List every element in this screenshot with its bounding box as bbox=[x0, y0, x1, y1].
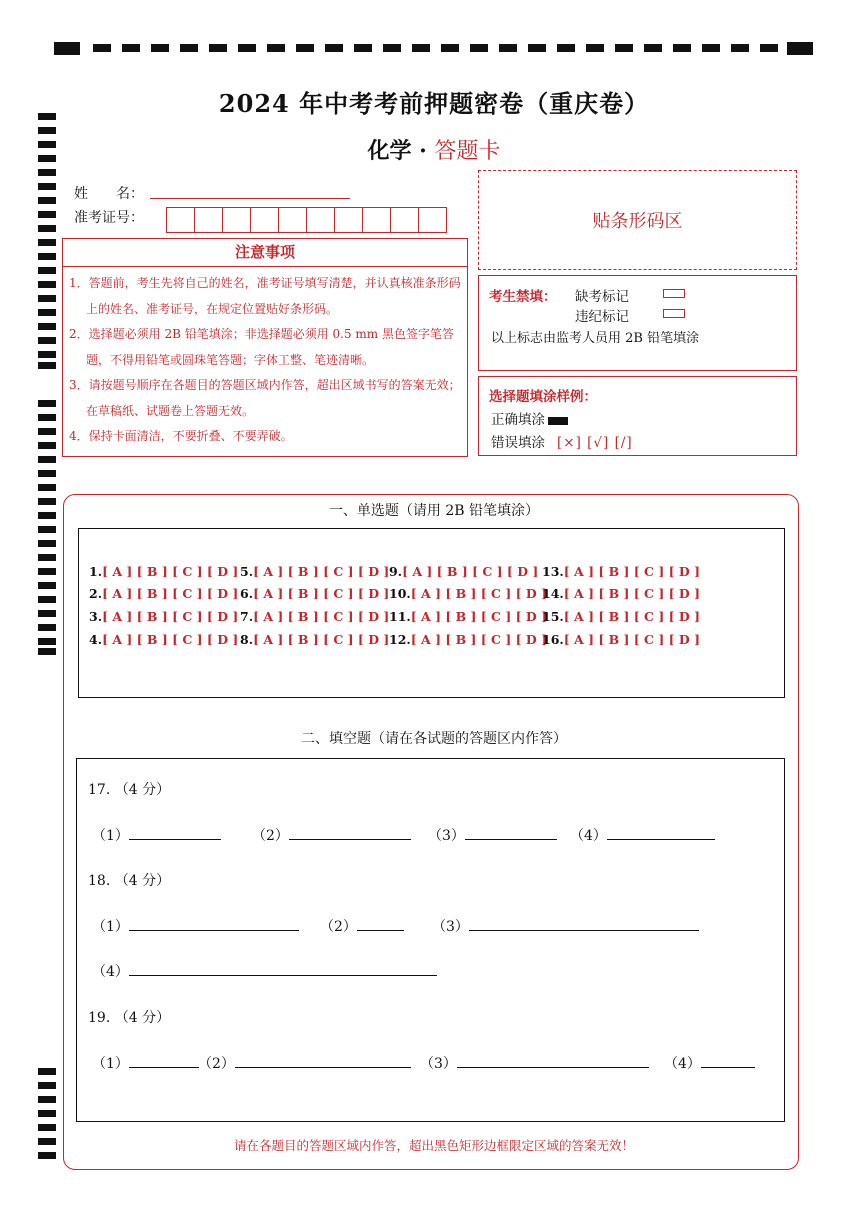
timing-mark bbox=[412, 44, 430, 52]
blank-number: （4） bbox=[664, 1056, 701, 1072]
name-label: 姓 名： bbox=[74, 186, 144, 202]
timing-mark bbox=[528, 44, 546, 52]
question-18-label: 18. （4 分） bbox=[88, 873, 171, 889]
section1-title: 一、单选题（请用 2B 铅笔填涂） bbox=[328, 503, 540, 519]
mc-options: [ A ] [ B ] [ C ] [ D ] bbox=[102, 632, 239, 647]
timing-mark bbox=[644, 44, 662, 52]
mc-number: 14. bbox=[542, 586, 564, 601]
mc-options: [ A ] [ B ] [ C ] [ D ] bbox=[410, 632, 547, 647]
mc-options: [ A ] [ B ] [ C ] [ D ] bbox=[402, 564, 539, 579]
timing-mark bbox=[38, 225, 56, 232]
blank-number: （1） bbox=[92, 828, 129, 844]
answer-line[interactable] bbox=[289, 826, 411, 840]
q18-blank-4[interactable] bbox=[92, 961, 437, 981]
correct-fill-example bbox=[548, 417, 568, 425]
timing-mark bbox=[38, 456, 56, 463]
mc-number: 6. bbox=[240, 586, 254, 601]
answer-line[interactable] bbox=[129, 826, 221, 840]
mc-question[interactable] bbox=[240, 564, 389, 579]
mc-options: [ A ] [ B ] [ C ] [ D ] bbox=[102, 586, 239, 601]
mc-options: [ A ] [ B ] [ C ] [ D ] bbox=[563, 586, 700, 601]
question-19-label: 19. （4 分） bbox=[88, 1010, 171, 1026]
mc-number: 16. bbox=[542, 632, 564, 647]
timing-mark bbox=[383, 44, 401, 52]
mc-question[interactable] bbox=[240, 586, 389, 601]
blank-number: （1） bbox=[92, 1056, 129, 1072]
q17-blank-4[interactable] bbox=[570, 825, 715, 845]
subtitle bbox=[0, 134, 868, 165]
timing-mark bbox=[93, 44, 111, 52]
blank-number: （2） bbox=[198, 1056, 235, 1072]
timing-mark bbox=[38, 197, 56, 204]
timing-mark bbox=[38, 337, 56, 344]
wrong-fill-label: 错误填涂 bbox=[491, 435, 545, 451]
timing-mark bbox=[38, 414, 56, 421]
section2-title: 二、填空题（请在各试题的答题区内作答） bbox=[301, 731, 567, 747]
timing-mark bbox=[38, 1082, 56, 1089]
q19-blank-1[interactable] bbox=[92, 1053, 199, 1073]
absent-mark-box[interactable] bbox=[663, 289, 685, 298]
timing-mark bbox=[151, 44, 169, 52]
timing-mark bbox=[38, 253, 56, 260]
timing-mark bbox=[54, 42, 80, 55]
timing-mark bbox=[38, 568, 56, 575]
id-digit-box[interactable] bbox=[194, 207, 223, 233]
mc-question[interactable] bbox=[389, 632, 547, 647]
mc-number: 15. bbox=[542, 609, 564, 624]
subject-label: 化学 bbox=[367, 138, 412, 164]
id-digit-box[interactable] bbox=[250, 207, 279, 233]
mc-options: [ A ] [ B ] [ C ] [ D ] bbox=[563, 609, 700, 624]
mc-options: [ A ] [ B ] [ C ] [ D ] bbox=[410, 586, 547, 601]
timing-mark bbox=[38, 362, 56, 369]
mc-question[interactable] bbox=[389, 586, 547, 601]
answer-line[interactable] bbox=[357, 917, 404, 931]
mc-number: 10. bbox=[389, 586, 411, 601]
blank-number: （3） bbox=[432, 919, 469, 935]
forbidden-label: 考生禁填： bbox=[489, 289, 557, 305]
notice-item: 4．保持卡面清洁，不要折叠、不要弄破。 bbox=[69, 429, 293, 443]
mc-question[interactable] bbox=[240, 609, 389, 624]
timing-mark bbox=[38, 428, 56, 435]
id-digit-box[interactable] bbox=[166, 207, 195, 233]
mc-number: 7. bbox=[240, 609, 254, 624]
timing-mark bbox=[499, 44, 517, 52]
page-title: 2024 年中考考前押题密卷（重庆卷） bbox=[218, 89, 650, 118]
timing-mark bbox=[38, 169, 56, 176]
timing-mark bbox=[209, 44, 227, 52]
mc-number: 9. bbox=[389, 564, 403, 579]
mc-options: [ A ] [ B ] [ C ] [ D ] bbox=[563, 564, 700, 579]
id-label: 准考证号： bbox=[74, 210, 144, 226]
id-digit-box[interactable] bbox=[306, 207, 335, 233]
timing-mark bbox=[615, 44, 633, 52]
timing-mark bbox=[180, 44, 198, 52]
answer-line[interactable] bbox=[129, 1054, 199, 1068]
answer-line[interactable] bbox=[469, 917, 699, 931]
mc-options: [ A ] [ B ] [ C ] [ D ] bbox=[253, 564, 390, 579]
answer-line[interactable] bbox=[701, 1054, 755, 1068]
timing-mark bbox=[38, 400, 56, 407]
wrong-fill-examples: [×] [√] [/] bbox=[557, 435, 633, 451]
examinee-forbidden-box bbox=[478, 275, 797, 371]
timing-mark bbox=[38, 484, 56, 491]
blank-number: （4） bbox=[92, 964, 129, 980]
notice-item: 2．选择题必须用 2B 铅笔填涂；非选择题必须用 0.5 mm 黑色签字笔答题，不得用铅笔或圆珠笔答题；字体工整、笔迹清晰。 bbox=[69, 327, 455, 367]
mc-options: [ A ] [ B ] [ C ] [ D ] bbox=[253, 632, 390, 647]
mc-number: 5. bbox=[240, 564, 254, 579]
timing-mark bbox=[38, 648, 56, 655]
id-digit-box[interactable] bbox=[362, 207, 391, 233]
timing-mark bbox=[38, 281, 56, 288]
mc-number: 12. bbox=[389, 632, 411, 647]
timing-mark bbox=[760, 44, 778, 52]
timing-mark bbox=[354, 44, 372, 52]
blank-number: （3） bbox=[420, 1056, 457, 1072]
mc-number: 3. bbox=[89, 609, 103, 624]
timing-mark bbox=[557, 44, 575, 52]
mc-question[interactable] bbox=[89, 586, 238, 601]
timing-mark bbox=[38, 470, 56, 477]
notice-list bbox=[63, 267, 467, 450]
timing-mark bbox=[38, 295, 56, 302]
timing-mark bbox=[38, 1096, 56, 1103]
timing-mark bbox=[38, 540, 56, 547]
mc-options: [ A ] [ B ] [ C ] [ D ] bbox=[253, 609, 390, 624]
mc-question[interactable] bbox=[389, 564, 538, 579]
mc-question[interactable] bbox=[542, 564, 700, 579]
timing-mark bbox=[38, 127, 56, 134]
absent-mark-label: 缺考标记 bbox=[575, 289, 629, 305]
notice-item: 1．答题前，考生先将自己的姓名，准考证号填写清楚，并认真核准条形码上的姓名、准考证号，在规定位置贴好条形码。 bbox=[69, 276, 461, 316]
timing-mark bbox=[586, 44, 604, 52]
timing-mark bbox=[702, 44, 720, 52]
mc-question[interactable] bbox=[89, 632, 238, 647]
timing-mark bbox=[38, 638, 56, 645]
mc-options: [ A ] [ B ] [ C ] [ D ] bbox=[102, 609, 239, 624]
timing-mark bbox=[325, 44, 343, 52]
timing-mark bbox=[267, 44, 285, 52]
mc-options: [ A ] [ B ] [ C ] [ D ] bbox=[563, 632, 700, 647]
id-digit-box[interactable] bbox=[418, 207, 447, 233]
mc-number: 1. bbox=[89, 564, 103, 579]
timing-mark bbox=[38, 624, 56, 631]
answer-line[interactable] bbox=[607, 826, 715, 840]
timing-mark bbox=[38, 309, 56, 316]
mc-options: [ A ] [ B ] [ C ] [ D ] bbox=[253, 586, 390, 601]
timing-mark bbox=[38, 183, 56, 190]
id-digit-box[interactable] bbox=[390, 207, 419, 233]
notice-heading: 注意事项 bbox=[63, 239, 467, 267]
q18-blank-1[interactable] bbox=[92, 916, 299, 936]
timing-mark bbox=[238, 44, 256, 52]
mc-number: 13. bbox=[542, 564, 564, 579]
timing-mark bbox=[122, 44, 140, 52]
id-digit-box[interactable] bbox=[334, 207, 363, 233]
answer-line[interactable] bbox=[129, 962, 437, 976]
blank-number: （1） bbox=[92, 919, 129, 935]
timing-mark bbox=[787, 42, 813, 55]
question-17-label: 17. （4 分） bbox=[88, 782, 171, 798]
mc-number: 4. bbox=[89, 632, 103, 647]
id-digit-box[interactable] bbox=[222, 207, 251, 233]
blank-number: （4） bbox=[570, 828, 607, 844]
correct-fill-row bbox=[491, 408, 568, 428]
sample-label: 选择题填涂样例： bbox=[489, 389, 597, 405]
mc-question[interactable] bbox=[542, 609, 700, 624]
notice-item: 3．请按题号顺序在各题目的答题区域内作答，超出区域书写的答案无效；在草稿纸、试题卷上答题无效。 bbox=[69, 378, 461, 418]
q17-blank-1[interactable] bbox=[92, 825, 221, 845]
timing-mark bbox=[38, 1068, 56, 1075]
timing-mark bbox=[731, 44, 749, 52]
blank-number: （2） bbox=[320, 919, 357, 935]
answer-line[interactable] bbox=[129, 917, 299, 931]
footer-warning: 请在各题目的答题区域内作答，超出黑色矩形边框限定区域的答案无效！ bbox=[233, 1138, 634, 1153]
blank-number: （2） bbox=[252, 828, 289, 844]
answer-line[interactable] bbox=[457, 1054, 649, 1068]
answer-line[interactable] bbox=[465, 826, 557, 840]
timing-mark bbox=[38, 554, 56, 561]
notice-box bbox=[62, 238, 468, 457]
subtitle-dot: · bbox=[419, 138, 427, 164]
timing-mark bbox=[38, 239, 56, 246]
mc-question[interactable] bbox=[542, 632, 700, 647]
timing-mark bbox=[296, 44, 314, 52]
timing-mark bbox=[441, 44, 459, 52]
q18-blank-3[interactable] bbox=[432, 916, 699, 936]
q18-blank-2[interactable] bbox=[320, 916, 404, 936]
q19-blank-4[interactable] bbox=[664, 1053, 755, 1073]
mc-number: 11. bbox=[389, 609, 411, 624]
q17-blank-2[interactable] bbox=[252, 825, 411, 845]
timing-mark bbox=[38, 1110, 56, 1117]
mc-options: [ A ] [ B ] [ C ] [ D ] bbox=[410, 609, 547, 624]
barcode-label: 贴条形码区 bbox=[592, 211, 683, 232]
q19-blank-2[interactable] bbox=[198, 1053, 411, 1073]
answer-line[interactable] bbox=[235, 1054, 411, 1068]
forbidden-note: 以上标志由监考人员用 2B 铅笔填涂 bbox=[491, 331, 700, 346]
q19-blank-3[interactable] bbox=[420, 1053, 649, 1073]
mc-question[interactable] bbox=[389, 609, 547, 624]
timing-mark bbox=[38, 596, 56, 603]
timing-mark bbox=[38, 442, 56, 449]
barcode-area bbox=[478, 170, 797, 270]
correct-fill-label: 正确填涂 bbox=[491, 412, 545, 428]
violation-mark-label: 违纪标记 bbox=[575, 309, 629, 325]
timing-mark bbox=[38, 610, 56, 617]
mc-number: 2. bbox=[89, 586, 103, 601]
timing-mark bbox=[38, 351, 56, 358]
timing-mark bbox=[673, 44, 691, 52]
mc-question[interactable] bbox=[89, 564, 238, 579]
id-number-boxes bbox=[166, 207, 446, 233]
mc-question[interactable] bbox=[240, 632, 389, 647]
id-digit-box[interactable] bbox=[278, 207, 307, 233]
card-label: 答题卡 bbox=[434, 139, 501, 164]
violation-mark-box[interactable] bbox=[663, 309, 685, 318]
blank-number: （3） bbox=[428, 828, 465, 844]
timing-mark bbox=[38, 267, 56, 274]
fill-sample-box bbox=[478, 376, 797, 456]
name-field[interactable] bbox=[150, 198, 350, 199]
mc-question[interactable] bbox=[542, 586, 700, 601]
mc-options: [ A ] [ B ] [ C ] [ D ] bbox=[102, 564, 239, 579]
mc-number: 8. bbox=[240, 632, 254, 647]
timing-mark bbox=[38, 323, 56, 330]
timing-mark bbox=[38, 1124, 56, 1131]
timing-mark bbox=[38, 582, 56, 589]
wrong-fill-row bbox=[491, 431, 633, 451]
mc-question[interactable] bbox=[89, 609, 238, 624]
q17-blank-3[interactable] bbox=[428, 825, 557, 845]
timing-mark bbox=[470, 44, 488, 52]
timing-mark bbox=[38, 526, 56, 533]
timing-mark bbox=[38, 211, 56, 218]
